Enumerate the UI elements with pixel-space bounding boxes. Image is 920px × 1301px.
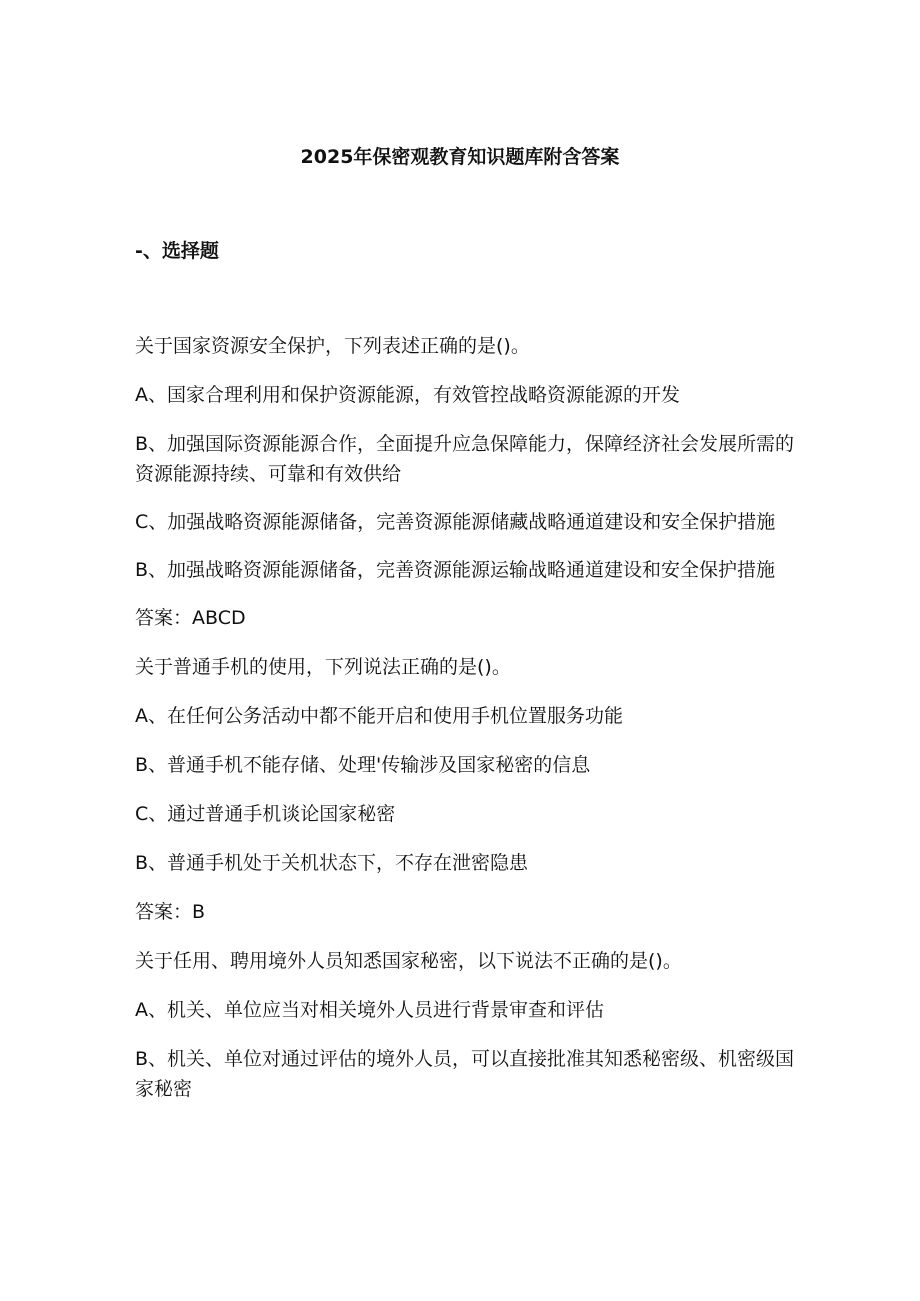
question-1-answer: 答案：ABCD	[135, 607, 246, 629]
question-1-option-d: B、加强战略资源能源储备，完善资源能源运输战略通道建设和安全保护措施	[135, 559, 776, 581]
question-1-option-a: A、国家合理利用和保护资源能源，有效管控战略资源能源的开发	[135, 384, 680, 406]
question-1-stem: 关于国家资源安全保护，下列表述正确的是()。	[135, 335, 530, 357]
question-2-stem: 关于普通手机的使用，下列说法正确的是()。	[135, 656, 511, 678]
section-heading: -、选择题	[135, 240, 219, 262]
document-title: 2025年保密观教育知识题库附含答案	[300, 146, 620, 168]
question-2-answer: 答案：B	[135, 901, 206, 923]
question-3-option-b: B、机关、单位对通过评估的境外人员，可以直接批准其知悉秘密级、机密级国家秘密	[135, 1048, 795, 1100]
question-1-option-c: C、加强战略资源能源储备，完善资源能源储藏战略通道建设和安全保护措施	[135, 511, 776, 533]
question-1-option-b: B、加强国际资源能源合作，全面提升应急保障能力，保障经济社会发展所需的资源能源持续、可靠和有效供给	[135, 433, 795, 485]
question-2-option-a: A、在任何公务活动中都不能开启和使用手机位置服务功能	[135, 705, 623, 727]
document-body	[135, 331, 795, 1122]
question-3-option-a: A、机关、单位应当对相关境外人员进行背景审查和评估	[135, 999, 604, 1021]
question-2-option-d: B、普通手机处于关机状态下，不存在泄密隐患	[135, 852, 529, 874]
question-2-option-b: B、普通手机不能存储、处理'传输涉及国家秘密的信息	[135, 754, 591, 776]
question-2-option-c: C、通过普通手机谈论国家秘密	[135, 803, 396, 825]
question-3-stem: 关于任用、聘用境外人员知悉国家秘密，以下说法不正确的是()。	[135, 950, 682, 972]
